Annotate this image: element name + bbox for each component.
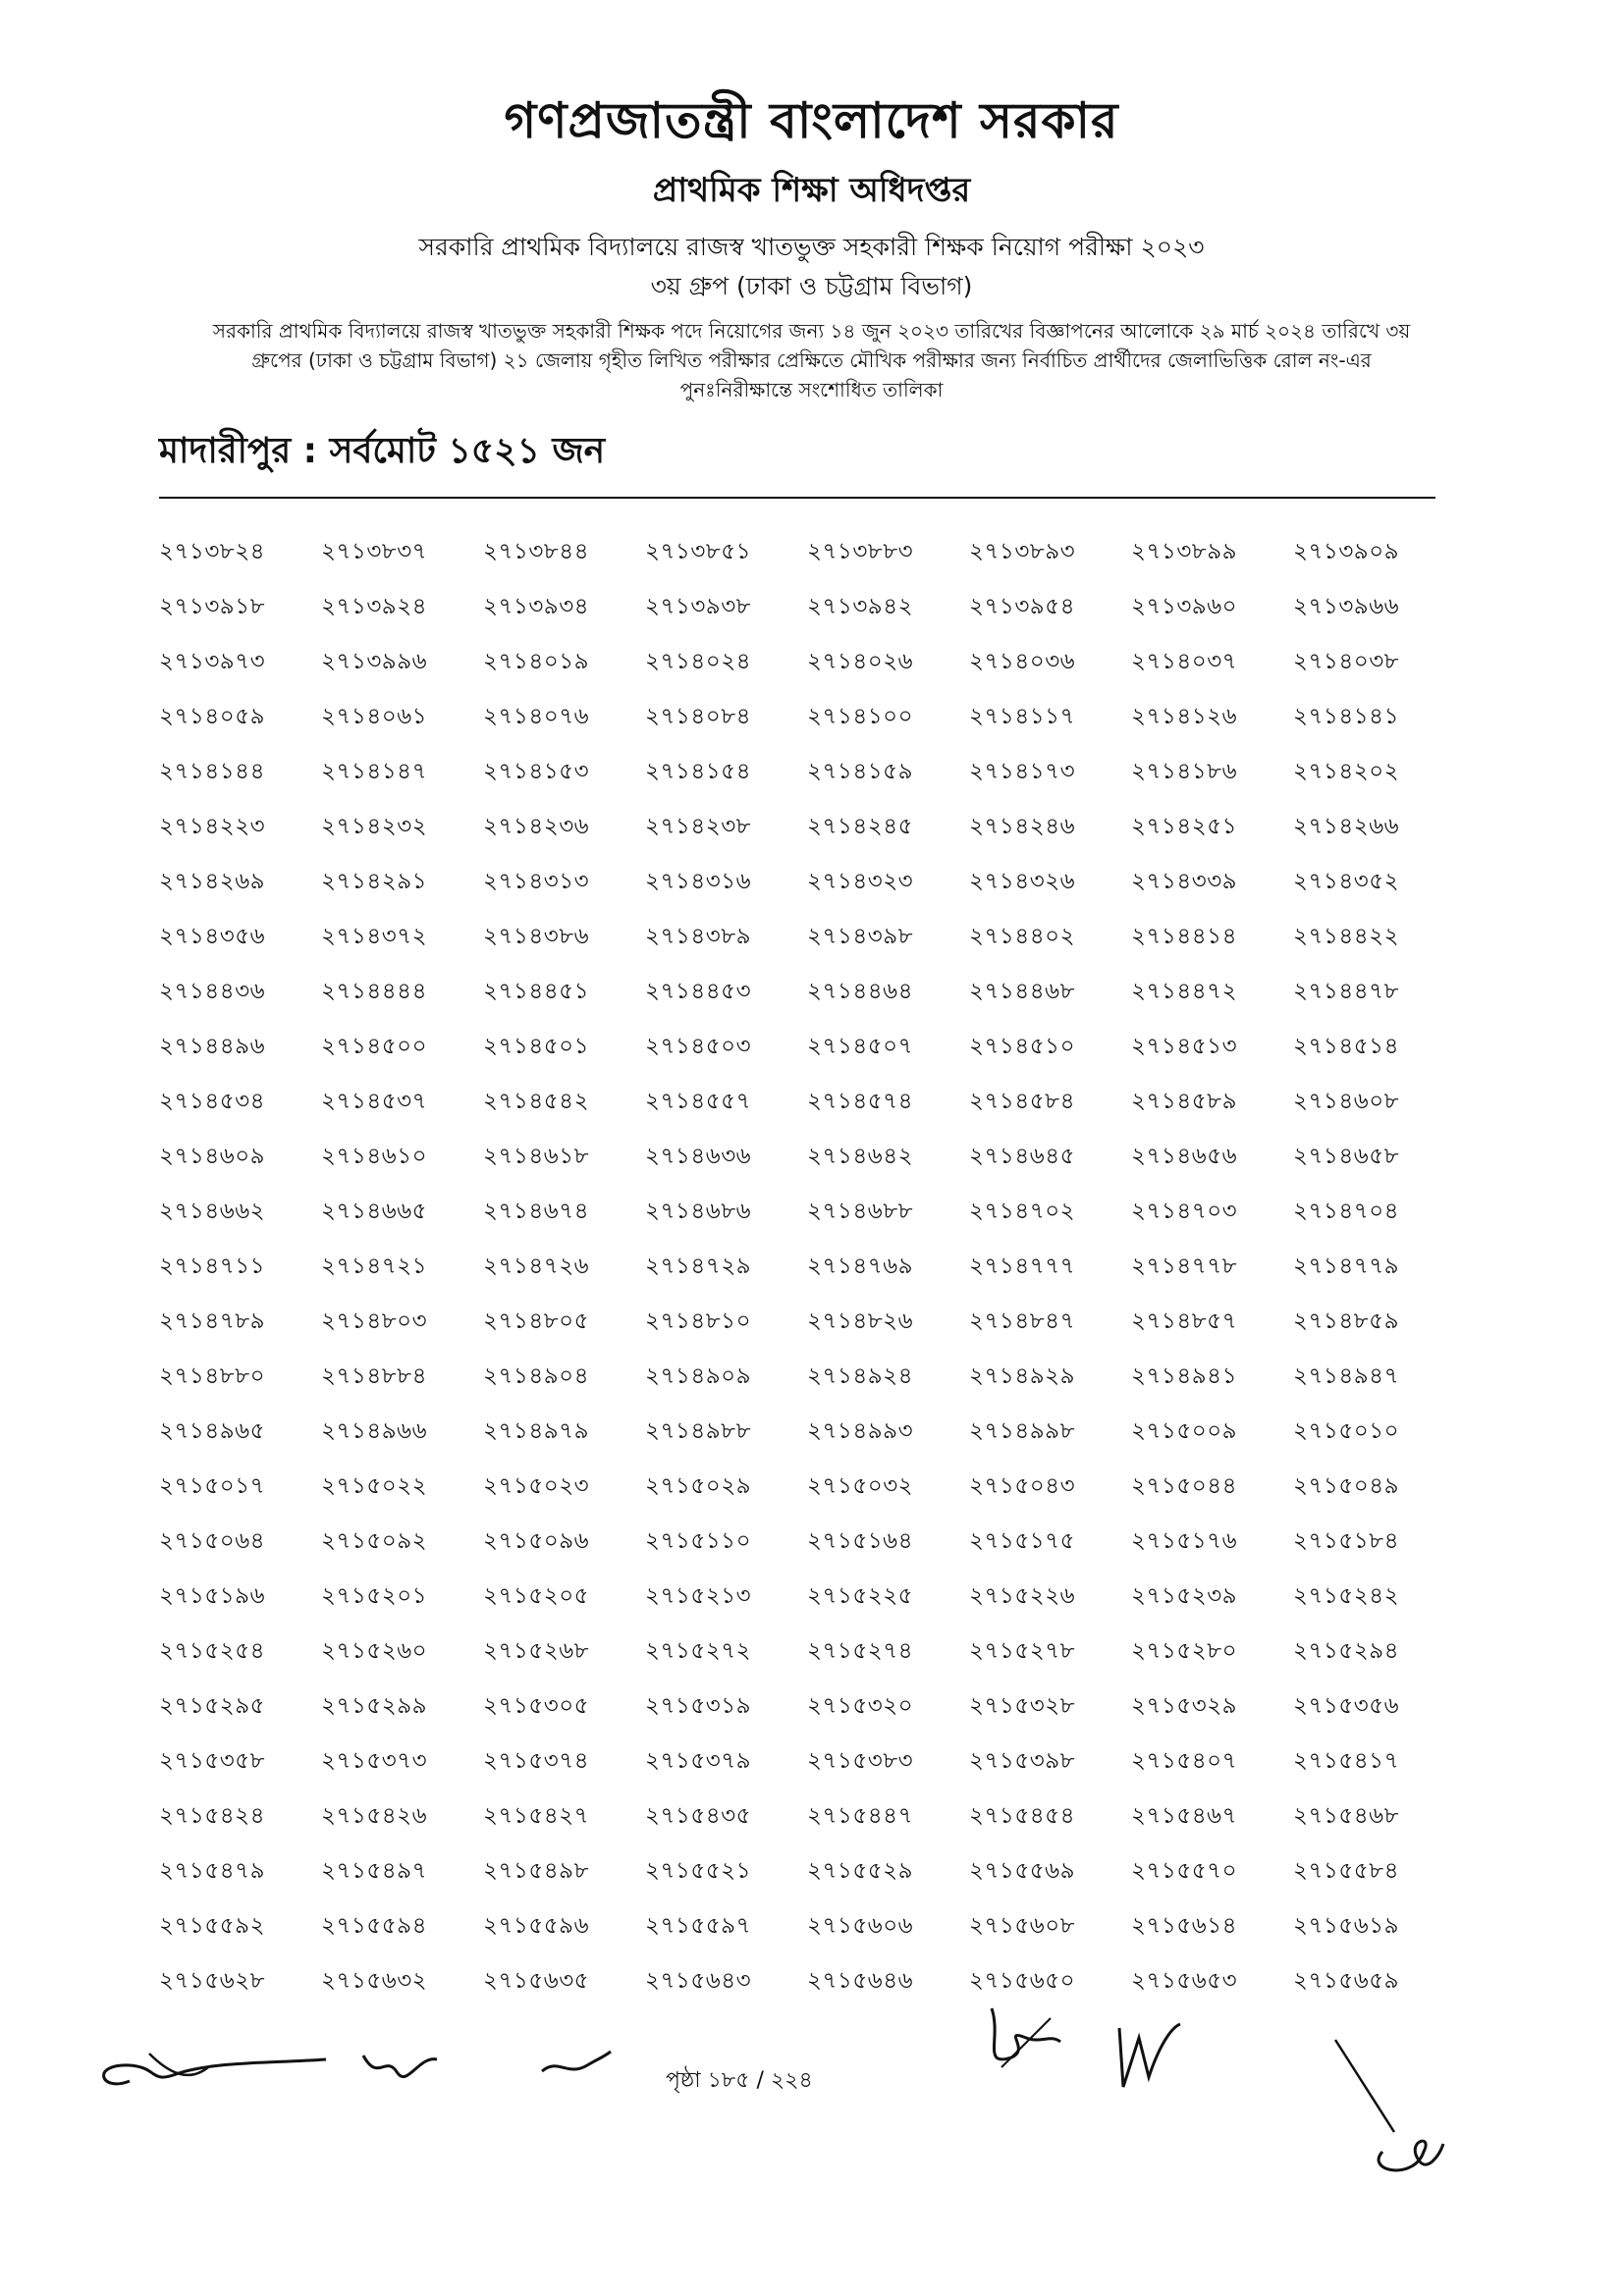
roll-row (159, 909, 1455, 964)
signature-2 (358, 2044, 447, 2093)
roll-number: ২৭১৫৩২৮ (969, 1692, 1076, 1719)
roll-row (159, 854, 1455, 909)
roll-number: ২৭১৪১৫৪ (645, 758, 752, 784)
roll-number: ২৭১৪৮০৩ (321, 1308, 428, 1334)
roll-number: ২৭১৪৪৬৪ (807, 978, 914, 1004)
roll-number: ২৭১৫৪১৭ (1293, 1747, 1400, 1774)
roll-row (159, 1239, 1455, 1294)
roll-number: ২৭১৪৫০৭ (807, 1033, 914, 1059)
roll-number: ২৭১৪৬৪২ (807, 1143, 914, 1169)
roll-number: ২৭১৫২৬৮ (483, 1637, 590, 1664)
roll-number: ২৭১৪৪৩৬ (159, 978, 266, 1004)
roll-number: ২৭১৫১১০ (645, 1527, 752, 1554)
roll-number: ২৭১৫০২৯ (645, 1472, 752, 1499)
roll-number: ২৭১৪০১৯ (483, 648, 590, 674)
roll-number: ২৭১৪৮৮৪ (321, 1362, 428, 1389)
roll-row (159, 579, 1455, 634)
roll-number: ২৭১৪২০২ (1293, 758, 1400, 784)
roll-number: ২৭১৩৯২৪ (321, 593, 428, 619)
district-heading: মাদারীপুর : সর্বমোট ১৫২১ জন (159, 431, 606, 471)
roll-number: ২৭১৫৬০৬ (807, 1912, 914, 1939)
roll-number: ২৭১৩৯১৮ (159, 593, 266, 619)
roll-number: ২৭১৪৮৫৯ (1293, 1308, 1400, 1334)
roll-number: ২৭১৪৩৫৬ (159, 923, 266, 949)
roll-row (159, 524, 1455, 579)
roll-row (159, 1953, 1455, 2008)
roll-number-grid (159, 524, 1455, 2008)
roll-number: ২৭১৪৪২২ (1293, 923, 1400, 949)
government-title: গণপ্রজাতন্ত্রী বাংলাদেশ সরকার (504, 92, 1119, 149)
roll-number: ২৭১৫৩৭৪ (483, 1747, 590, 1774)
roll-number: ২৭১৪০২৪ (645, 648, 752, 674)
roll-number: ২৭১৪৭০৩ (1131, 1198, 1238, 1224)
roll-number: ২৭১৪৯৭৯ (483, 1417, 590, 1444)
roll-number: ২৭১৪৭০২ (969, 1198, 1076, 1224)
roll-number: ২৭১৪৯০৪ (483, 1362, 590, 1389)
roll-number: ২৭১৫৪৬৭ (1131, 1802, 1238, 1829)
roll-number: ২৭১৪০৬১ (321, 703, 428, 729)
roll-number: ২৭১৩৮৯৯ (1131, 538, 1238, 564)
roll-number: ২৭১৫৩৭৩ (321, 1747, 428, 1774)
roll-number: ২৭১৫৫৯৪ (321, 1912, 428, 1939)
roll-number: ২৭১৪৭২৬ (483, 1253, 590, 1279)
roll-number: ২৭১৪০৭৬ (483, 703, 590, 729)
roll-row (159, 744, 1455, 799)
roll-number: ২৭১৪৭৬৯ (807, 1253, 914, 1279)
roll-number: ২৭১৪৪৭২ (1131, 978, 1238, 1004)
roll-number: ২৭১৫০৪৪ (1131, 1472, 1238, 1499)
roll-number: ২৭১৫২৮০ (1131, 1637, 1238, 1664)
roll-number: ২৭১৫০৯২ (321, 1527, 428, 1554)
roll-number: ২৭১৫৬৩২ (321, 1967, 428, 1994)
group-title: ৩য় গ্রুপ (ঢাকা ও চট্টগ্রাম বিভাগ) (650, 272, 973, 300)
roll-number: ২৭১৩৯৭৩ (159, 648, 266, 674)
roll-number: ২৭১৩৯০৯ (1293, 538, 1400, 564)
roll-number: ২৭১৫৫২১ (645, 1857, 752, 1884)
roll-number: ২৭১৪৭২৯ (645, 1253, 752, 1279)
roll-number: ২৭১৪০৩৭ (1131, 648, 1238, 674)
roll-number: ২৭১৪২৩২ (321, 813, 428, 839)
roll-number: ২৭১৫২৪২ (1293, 1582, 1400, 1609)
roll-number: ২৭১৪১৭৩ (969, 758, 1076, 784)
roll-number: ২৭১৪২২৩ (159, 813, 266, 839)
roll-row (159, 1404, 1455, 1459)
notice-text: সরকারি প্রাথমিক বিদ্যালয়ে রাজস্ব খাতভুক্ত সহকারী শিক্ষক পদে নিয়োগের জন্য ১৪ জুন ২০২৩ তারিখের বিজ্ঞাপনের আলোকে ২৯ মার্চ ২০২৪ তারিখে ৩য় গ্রুপের (ঢাকা ও চট্টগ্রাম বিভাগ) ২১ জেলায় গৃহীত লিখিত পরীক্ষার প্রেক্ষিতে মৌখিক পরীক্ষার জন্য নির্বাচিত প্রার্থীদের জেলাভিত্তিক রোল নং-এর পুনঃনিরীক্ষান্তে সংশোধিত তালিকা (212, 319, 1411, 401)
roll-number: ২৭১৫৪৬৮ (1293, 1802, 1400, 1829)
roll-number: ২৭১৫৫৯২ (159, 1912, 266, 1939)
roll-row (159, 1019, 1455, 1074)
roll-row (159, 1789, 1455, 1843)
roll-number: ২৭১৩৮৯৩ (969, 538, 1076, 564)
roll-number: ২৭১৫৪২৭ (483, 1802, 590, 1829)
roll-number: ২৭১৫৩১৯ (645, 1692, 752, 1719)
roll-number: ২৭১৫৬১৪ (1131, 1912, 1238, 1939)
roll-number: ২৭১৪৫৩৪ (159, 1088, 266, 1114)
roll-number: ২৭১৪৬০৯ (159, 1143, 266, 1169)
roll-number: ২৭১৩৯৩৮ (645, 593, 752, 619)
roll-number: ২৭১৪২৪৫ (807, 813, 914, 839)
signature-5 (1109, 2008, 1188, 2097)
signature-4 (972, 1999, 1080, 2087)
roll-number: ২৭১৫০৪৯ (1293, 1472, 1400, 1499)
roll-number: ২৭১৪৮৮০ (159, 1362, 266, 1389)
roll-number: ২৭১৫৫৬৯ (969, 1857, 1076, 1884)
roll-number: ২৭১৫৬৫০ (969, 1967, 1076, 1994)
roll-number: ২৭১৫১৬৪ (807, 1527, 914, 1554)
roll-number: ২৭১৫২৭২ (645, 1637, 752, 1664)
roll-number: ২৭১৪৯৪১ (1131, 1362, 1238, 1389)
roll-number: ২৭১৪৬০৮ (1293, 1088, 1400, 1114)
roll-number: ২৭১৪৪৫১ (483, 978, 590, 1004)
roll-number: ২৭১৩৮৮৩ (807, 538, 914, 564)
roll-number: ২৭১৪৫৫৭ (645, 1088, 752, 1114)
roll-number: ২৭১৫৪৫৪ (969, 1802, 1076, 1829)
roll-number: ২৭১৪০২৬ (807, 648, 914, 674)
roll-number: ২৭১৩৯৯৬ (321, 648, 428, 674)
roll-number: ২৭১৫১৯৬ (159, 1582, 266, 1609)
roll-number: ২৭১৪৫০৩ (645, 1033, 752, 1059)
roll-number: ২৭১৪২৬৯ (159, 868, 266, 894)
roll-number: ২৭১৪৭৭৯ (1293, 1253, 1400, 1279)
roll-number: ২৭১৩৯৬০ (1131, 593, 1238, 619)
roll-number: ২৭১৫৪৪৭ (807, 1802, 914, 1829)
roll-number: ২৭১৪৬৪৫ (969, 1143, 1076, 1169)
roll-number: ২৭১৩৯৪২ (807, 593, 914, 619)
roll-number: ২৭১৫৪৯৮ (483, 1857, 590, 1884)
roll-number: ২৭১৪৬৮৮ (807, 1198, 914, 1224)
roll-number: ২৭১৪৩৮৬ (483, 923, 590, 949)
roll-row (159, 1459, 1455, 1514)
roll-number: ২৭১৪২৩৬ (483, 813, 590, 839)
roll-number: ২৭১৪৭৮৯ (159, 1308, 266, 1334)
roll-number: ২৭১৪৮১০ (645, 1308, 752, 1334)
roll-number: ২৭১৪৫১৪ (1293, 1033, 1400, 1059)
roll-number: ২৭১৪৯২৯ (969, 1362, 1076, 1389)
roll-row (159, 1514, 1455, 1569)
signature-6 (1325, 2034, 1453, 2181)
roll-number: ২৭১৪০৮৪ (645, 703, 752, 729)
roll-number: ২৭১৫১৭৫ (969, 1527, 1076, 1554)
roll-number: ২৭১৫২৯৪ (1293, 1637, 1400, 1664)
roll-number: ২৭১৪২৫১ (1131, 813, 1238, 839)
roll-number: ২৭১৪৫৪২ (483, 1088, 590, 1114)
roll-number: ২৭১৪৪৭৮ (1293, 978, 1400, 1004)
roll-row (159, 1349, 1455, 1404)
roll-number: ২৭১৪১৫৯ (807, 758, 914, 784)
roll-number: ২৭১৪৫০১ (483, 1033, 590, 1059)
roll-number: ২৭১৪৬১০ (321, 1143, 428, 1169)
roll-number: ২৭১৪৯৮৮ (645, 1417, 752, 1444)
roll-number: ২৭১৪৭৭৭ (969, 1253, 1076, 1279)
roll-number: ২৭১৫৬১৯ (1293, 1912, 1400, 1939)
roll-row (159, 1679, 1455, 1734)
roll-number: ২৭১৫৫৯৬ (483, 1912, 590, 1939)
roll-number: ২৭১৪৪১৪ (1131, 923, 1238, 949)
roll-number: ২৭১৫৪২৬ (321, 1802, 428, 1829)
roll-number: ২৭১৪৩৯৮ (807, 923, 914, 949)
roll-row (159, 1734, 1455, 1789)
roll-number: ২৭১৪৬৫৬ (1131, 1143, 1238, 1169)
roll-number: ২৭১৫০৯৬ (483, 1527, 590, 1554)
roll-number: ২৭১৪৩১৬ (645, 868, 752, 894)
roll-number: ২৭১৫২০৫ (483, 1582, 590, 1609)
roll-number: ২৭১৪৩২৩ (807, 868, 914, 894)
roll-number: ২৭১৫৫২৯ (807, 1857, 914, 1884)
roll-number: ২৭১৪৪৯৬ (159, 1033, 266, 1059)
roll-number: ২৭১৪৯৯৩ (807, 1417, 914, 1444)
roll-number: ২৭১৪৫০০ (321, 1033, 428, 1059)
roll-number: ২৭১৪৬৮৬ (645, 1198, 752, 1224)
roll-number: ২৭১৪১৪১ (1293, 703, 1400, 729)
roll-number: ২৭১৪৬১৮ (483, 1143, 590, 1169)
roll-number: ২৭১৫৬২৮ (159, 1967, 266, 1994)
roll-number: ২৭১৪৮৪৭ (969, 1308, 1076, 1334)
roll-number: ২৭১৪৩৭২ (321, 923, 428, 949)
roll-number: ২৭১৫৩২৯ (1131, 1692, 1238, 1719)
roll-number: ২৭১৫২১৩ (645, 1582, 752, 1609)
roll-number: ২৭১৫৬৪৩ (645, 1967, 752, 1994)
roll-number: ২৭১৪৩১৩ (483, 868, 590, 894)
roll-number: ২৭১৪১৪৪ (159, 758, 266, 784)
roll-row (159, 1898, 1455, 1953)
roll-number: ২৭১৫০২৩ (483, 1472, 590, 1499)
roll-number: ২৭১৫৬৫৩ (1131, 1967, 1238, 1994)
roll-number: ২৭১৫৫৮৪ (1293, 1857, 1400, 1884)
roll-number: ২৭১৫৪৩৫ (645, 1802, 752, 1829)
roll-number: ২৭১৪৪৫৩ (645, 978, 752, 1004)
roll-number: ২৭১৪৩২৬ (969, 868, 1076, 894)
roll-number: ২৭১৫২০১ (321, 1582, 428, 1609)
roll-number: ২৭১৫০১০ (1293, 1417, 1400, 1444)
roll-number: ২৭১৫৬৩৫ (483, 1967, 590, 1994)
roll-number: ২৭১৫৪৭৯ (159, 1857, 266, 1884)
roll-number: ২৭১৪৯৬৫ (159, 1417, 266, 1444)
roll-number: ২৭১৪৫৩৭ (321, 1088, 428, 1114)
roll-row (159, 964, 1455, 1019)
roll-number: ২৭১৪৮০৫ (483, 1308, 590, 1334)
roll-number: ২৭১৫৬০৮ (969, 1912, 1076, 1939)
roll-number: ২৭১৫৩০৫ (483, 1692, 590, 1719)
roll-number: ২৭১৫০৩২ (807, 1472, 914, 1499)
roll-number: ২৭১৪৯২৪ (807, 1362, 914, 1389)
roll-number: ২৭১৪০৫৯ (159, 703, 266, 729)
roll-number: ২৭১৫২৯৯ (321, 1692, 428, 1719)
roll-number: ২৭১৪৬৩৬ (645, 1143, 752, 1169)
roll-number: ২৭১৫৪২৪ (159, 1802, 266, 1829)
roll-number: ২৭১৫৩২০ (807, 1692, 914, 1719)
roll-number: ২৭১৩৯৬৬ (1293, 593, 1400, 619)
roll-number: ২৭১৪৭০৪ (1293, 1198, 1400, 1224)
roll-row (159, 1184, 1455, 1239)
roll-row (159, 1569, 1455, 1624)
roll-row (159, 1129, 1455, 1184)
roll-number: ২৭১৩৯৫৪ (969, 593, 1076, 619)
roll-number: ২৭১৩৮৩৭ (321, 538, 428, 564)
roll-number: ২৭১৩৮২৪ (159, 538, 266, 564)
document-header (0, 86, 1623, 404)
roll-row (159, 799, 1455, 854)
roll-number: ২৭১৪৫৮৪ (969, 1088, 1076, 1114)
roll-number: ২৭১৪৭৭৮ (1131, 1253, 1238, 1279)
page-number: পৃষ্ঠা ১৮৫ / ২২৪ (666, 2068, 813, 2093)
roll-number: ২৭১৪২৪৬ (969, 813, 1076, 839)
roll-number: ২৭১৩৮৫১ (645, 538, 752, 564)
roll-number: ২৭১৪৪০২ (969, 923, 1076, 949)
roll-number: ২৭১৫২৭৮ (969, 1637, 1076, 1664)
roll-number: ২৭১৫২২৬ (969, 1582, 1076, 1609)
roll-number: ২৭১৫৩৯৮ (969, 1747, 1076, 1774)
roll-number: ২৭১৫৬৪৬ (807, 1967, 914, 1994)
roll-number: ২৭১৫০১৭ (159, 1472, 266, 1499)
roll-number: ২৭১৪২৬৬ (1293, 813, 1400, 839)
roll-number: ২৭১৪২৩৮ (645, 813, 752, 839)
roll-number: ২৭১৪৭১১ (159, 1253, 266, 1279)
roll-number: ২৭১৪৪৪৪ (321, 978, 428, 1004)
roll-number: ২৭১৪৯৬৬ (321, 1417, 428, 1444)
roll-number: ২৭১৫১৮৪ (1293, 1527, 1400, 1554)
roll-number: ২৭১৫১৭৬ (1131, 1527, 1238, 1554)
roll-number: ২৭১৫৩৫৮ (159, 1747, 266, 1774)
roll-row (159, 1294, 1455, 1349)
roll-number: ২৭১৪৯৯৮ (969, 1417, 1076, 1444)
roll-row (159, 689, 1455, 744)
roll-number: ২৭১৫৪০৭ (1131, 1747, 1238, 1774)
roll-number: ২৭১৪১৫৩ (483, 758, 590, 784)
roll-number: ২৭১৪৭২১ (321, 1253, 428, 1279)
signature-3 (538, 2044, 617, 2083)
roll-number: ২৭১৫২৫৪ (159, 1637, 266, 1664)
roll-number: ২৭১৫৩৭৯ (645, 1747, 752, 1774)
roll-number: ২৭১৫৪৯৭ (321, 1857, 428, 1884)
roll-number: ২৭১৫৫৯৭ (645, 1912, 752, 1939)
roll-row (159, 1074, 1455, 1129)
heading-divider (159, 497, 1435, 499)
roll-number: ২৭১৫২২৫ (807, 1582, 914, 1609)
roll-number: ২৭১৪৩৮৯ (645, 923, 752, 949)
roll-number: ২৭১৪৬৫৮ (1293, 1143, 1400, 1169)
roll-number: ২৭১৪৩৫২ (1293, 868, 1400, 894)
roll-number: ২৭১৪৩৩৯ (1131, 868, 1238, 894)
roll-number: ২৭১৫২৩৯ (1131, 1582, 1238, 1609)
roll-number: ২৭১৩৮৪৪ (483, 538, 590, 564)
roll-number: ২৭১৪৫১০ (969, 1033, 1076, 1059)
roll-number: ২৭১৫০২২ (321, 1472, 428, 1499)
roll-number: ২৭১৫২৭৪ (807, 1637, 914, 1664)
roll-number: ২৭১৫০৬৪ (159, 1527, 266, 1554)
roll-number: ২৭১৪৫৭৪ (807, 1088, 914, 1114)
roll-number: ২৭১৫২৯৫ (159, 1692, 266, 1719)
roll-number: ২৭১৪৬৬২ (159, 1198, 266, 1224)
roll-number: ২৭১৪১২৬ (1131, 703, 1238, 729)
roll-row (159, 1843, 1455, 1898)
roll-number: ২৭১৪৫৮৯ (1131, 1088, 1238, 1114)
roll-number: ২৭১৫৬৫৯ (1293, 1967, 1400, 1994)
roll-number: ২৭১৫০৪৩ (969, 1472, 1076, 1499)
roll-number: ২৭১৩৯৩৪ (483, 593, 590, 619)
roll-number: ২৭১৪১০০ (807, 703, 914, 729)
roll-number: ২৭১৪১১৭ (969, 703, 1076, 729)
roll-number: ২৭১৪২৯১ (321, 868, 428, 894)
roll-number: ২৭১৫৫৭০ (1131, 1857, 1238, 1884)
roll-number: ২৭১৪৯৪৭ (1293, 1362, 1400, 1389)
roll-number: ২৭১৪৬৬৫ (321, 1198, 428, 1224)
roll-number: ২৭১৫০০৯ (1131, 1417, 1238, 1444)
roll-number: ২৭১৫৩৮৩ (807, 1747, 914, 1774)
roll-number: ২৭১৪১৪৭ (321, 758, 428, 784)
roll-number: ২৭১৪৯০৯ (645, 1362, 752, 1389)
roll-number: ২৭১৫৩৫৬ (1293, 1692, 1400, 1719)
directorate-title: প্রাথমিক শিক্ষা অধিদপ্তর (652, 171, 971, 210)
roll-number: ২৭১৪৬৭৪ (483, 1198, 590, 1224)
signature-1 (90, 2024, 355, 2103)
roll-number: ২৭১৪৫১৩ (1131, 1033, 1238, 1059)
roll-number: ২৭১৪০৩৬ (969, 648, 1076, 674)
roll-number: ২৭১৪৪৬৮ (969, 978, 1076, 1004)
exam-title: সরকারি প্রাথমিক বিদ্যালয়ে রাজস্ব খাতভুক্ত সহকারী শিক্ষক নিয়োগ পরীক্ষা ২০২৩ (418, 233, 1205, 261)
roll-number: ২৭১৪১৮৬ (1131, 758, 1238, 784)
roll-number: ২৭১৪৮৫৭ (1131, 1308, 1238, 1334)
roll-row (159, 1624, 1455, 1679)
roll-row (159, 634, 1455, 689)
roll-number: ২৭১৪০৩৮ (1293, 648, 1400, 674)
roll-number: ২৭১৫২৬০ (321, 1637, 428, 1664)
roll-number: ২৭১৪৮২৬ (807, 1308, 914, 1334)
